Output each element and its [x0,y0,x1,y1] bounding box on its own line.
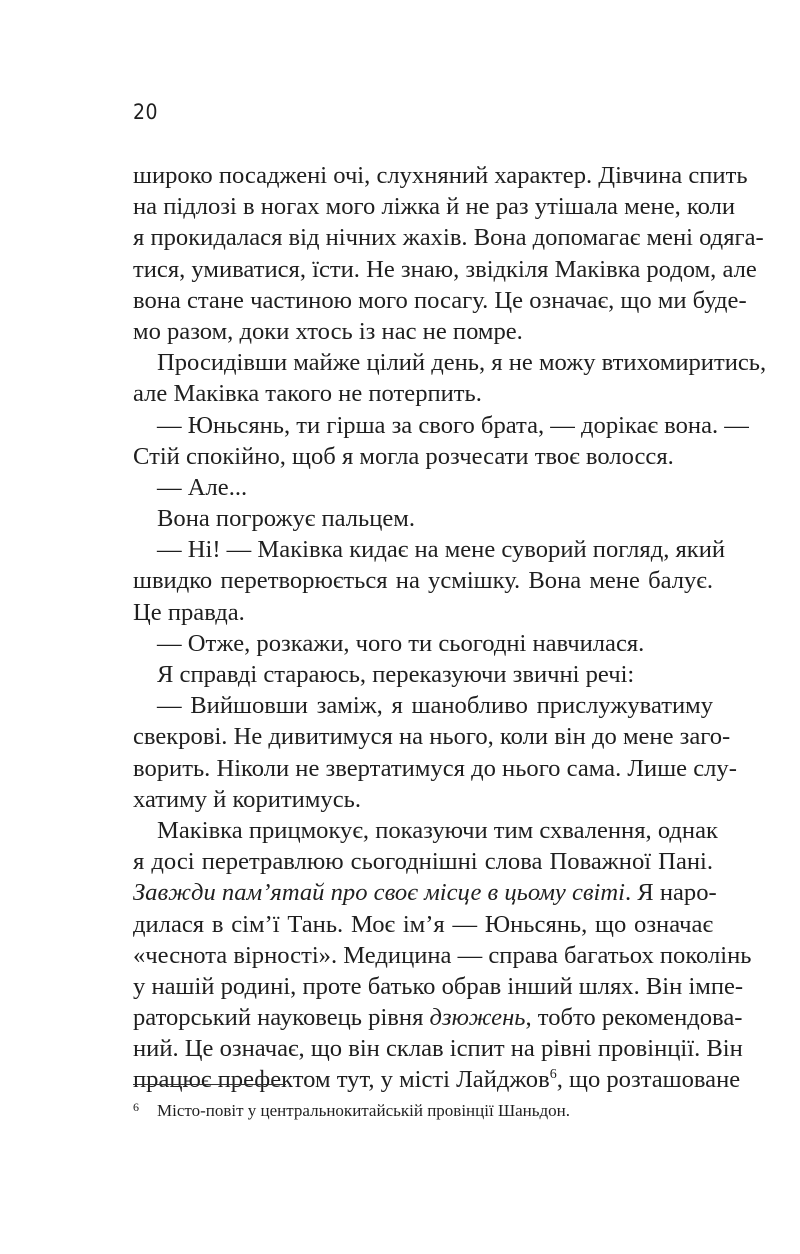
text-line: я досі перетравлюю сьогоднішні слова Поважної Пані. [133,848,713,876]
text-line: — Вийшовши заміж, я шанобливо прислужуватиму [157,692,713,720]
text-fragment: раторський науковець рівня [133,1004,430,1032]
text-line: — Але... [157,473,248,501]
text-line: я прокидалася від нічних жахів. Вона допомагає мені одяга- [133,224,764,252]
italic-term: дзюжень [429,1004,526,1032]
text-fragment: працює префектом тут, у місті Лайджов [133,1066,550,1094]
text-line: «чеснота вірності». Медицина — справа багатьох поколінь [133,941,752,969]
text-line: але Маківка такого не потерпить. [133,380,482,408]
text-line: Стій спокійно, щоб я могла розчесати твоє волосся. [133,442,674,470]
text-line: на підлозі в ногах мого ліжка й не раз утішала мене, коли [133,193,736,221]
text-line: свекрові. Не дивитимуся на нього, коли він до мене заго- [133,723,731,751]
text-line: мо разом, доки хтось із нас не помре. [133,317,523,345]
text-line: ворить. Ніколи не звертатимуся до нього сама. Лише слу- [133,754,737,782]
text-fragment: . Я наро- [624,879,717,907]
text-line: Просидівши майже цілий день, я не можу втихомиритись, [157,349,767,377]
text-fragment: , тобто рекомендова- [525,1004,743,1032]
text-line [133,1002,743,1033]
text-line: дилася в сім’ї Тань. Моє ім’я — Юньсянь, що означає [133,910,713,938]
footnote-divider [133,1084,286,1085]
footnote-reference[interactable]: 6 [549,1067,557,1083]
footnote: 6 Місто-повіт у центральнокитайській провінції Шаньдон. [133,1100,570,1120]
text-line [133,1064,741,1095]
text-line: — Отже, розкажи, чого ти сьогодні навчилася. [157,629,645,657]
text-line: Я справді стараюсь, переказуючи звичні речі: [157,661,635,688]
page-number: 20 [133,100,159,124]
text-line: широко посаджені очі, слухняний характер. Дівчина спить [133,162,748,189]
italic-phrase: Завжди пам’ятай про своє місце в цьому світі [133,879,625,907]
text-line: хатиму й коритимусь. [133,785,361,813]
text-line: у нашій родині, проте батько обрав інший шлях. Він імпе- [133,972,744,1000]
text-line: Вона погрожує пальцем. [157,505,416,533]
footnote-text: Місто-повіт у центральнокитайській провінції Шаньдон. [157,1101,570,1120]
body-text [133,160,767,1096]
text-line: тися, умиватися, їсти. Не знаю, звідкіля Маківка родом, але [133,255,757,283]
text-line: швидко перетворюється на усмішку. Вона мене балує. [133,567,713,595]
text-fragment: , що розташоване [556,1066,741,1094]
text-line: ний. Це означає, що він склав іспит на рівні провінції. Він [133,1035,743,1063]
text-line: вона стане частиною мого посагу. Це означає, що ми буде- [133,286,747,314]
text-line: Маківка прицмокує, показуючи тим схвалення, однак [157,816,718,844]
text-line [133,877,717,908]
text-line: — Ні! — Маківка кидає на мене суворий погляд, який [157,536,726,564]
text-line: — Юньсянь, ти гірша за свого брата, — дорікає вона. — [157,411,749,439]
text-line: Це правда. [133,598,245,626]
